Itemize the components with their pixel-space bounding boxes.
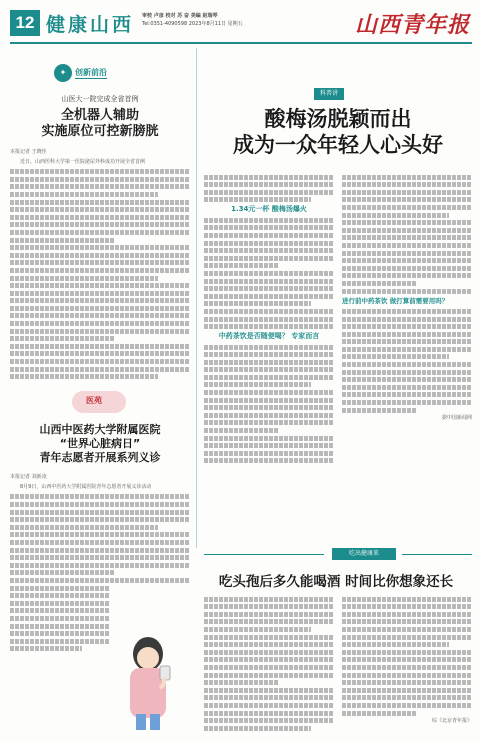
text-column xyxy=(342,594,472,733)
article-headline xyxy=(10,423,190,465)
masthead xyxy=(10,8,472,42)
headline-line: 青年志愿者开展系列义诊 xyxy=(39,451,161,465)
section-title: 健康山西 xyxy=(46,14,135,36)
article-body xyxy=(10,159,190,379)
headline-line: 成为一众年轻人心头好 xyxy=(233,133,443,157)
section-rule xyxy=(402,554,472,555)
article-intro: 8月9日，山西中医药大学附属医院青年志愿者开展义诊活动 xyxy=(20,484,152,491)
article-byline: 本报记者 王晓佳 xyxy=(10,149,47,155)
article-byline: 本报记者 刘新凌 xyxy=(10,474,47,481)
column-divider xyxy=(196,48,197,548)
section-tag-bar xyxy=(244,88,434,100)
paper-logo: 山西青年报 xyxy=(354,12,470,38)
article-body xyxy=(10,484,190,651)
article-credit: 综《北京青年报》 xyxy=(431,718,472,725)
page-number: 12 xyxy=(10,10,40,36)
text-column xyxy=(204,594,334,733)
issue-date: Tel:0351-4090598 2023年8月11日 星期五 xyxy=(142,21,243,27)
subheading: 中药茶饮是否随便喝？ 专家而言 xyxy=(218,332,320,341)
volunteer-badge xyxy=(10,389,190,415)
article-headline: 吃头孢后多久能喝酒 时间比你想象还长 xyxy=(218,574,454,590)
section-tag: 吃出健康来 xyxy=(332,548,396,560)
headline-line: 实施原位可控新膀胱 xyxy=(41,124,159,139)
badge-label: 医苑 xyxy=(86,396,102,406)
article-body xyxy=(204,594,472,733)
article-intro: 近日，山西医科大学第一医院泌尿外科成功开展全省首例 xyxy=(20,159,146,165)
lightbulb-icon: ✦ xyxy=(54,64,72,82)
section-tag: 科普讲 xyxy=(314,88,344,100)
article-headline xyxy=(10,108,190,140)
subheading: 1.34元一杯 酸梅汤爆火 xyxy=(231,205,307,214)
headline-line: 山西中医药大学附属医院 xyxy=(39,423,161,437)
text-column xyxy=(204,172,334,466)
headline-line: 酸梅汤脱颖而出 xyxy=(264,107,412,131)
feature-article xyxy=(204,48,472,548)
editor-credits: 审校 卢彦 校对 苏 奋 美编 赵瑞琴 xyxy=(142,13,218,19)
text-column xyxy=(342,172,472,466)
headline-line: 全机器人辅助 xyxy=(60,108,139,123)
badge-label: 创新前沿 xyxy=(75,68,107,77)
woman-drinking-illustration xyxy=(108,632,182,732)
feature-headline xyxy=(204,106,472,158)
headline-line: “世界心脏病日” xyxy=(59,437,141,451)
article-credit: 据中国新闻网 xyxy=(441,415,472,422)
article-kicker: 山医大一院完成全省首例 xyxy=(61,95,139,103)
masthead-meta xyxy=(142,12,243,28)
subheading: 进行前中药茶饮 做打算前需要用吗？ xyxy=(342,296,449,305)
feature-body xyxy=(204,172,472,466)
innovation-badge xyxy=(54,64,107,82)
masthead-rule xyxy=(10,42,472,44)
section-rule xyxy=(204,554,324,555)
innovation-badge-row xyxy=(10,48,190,88)
